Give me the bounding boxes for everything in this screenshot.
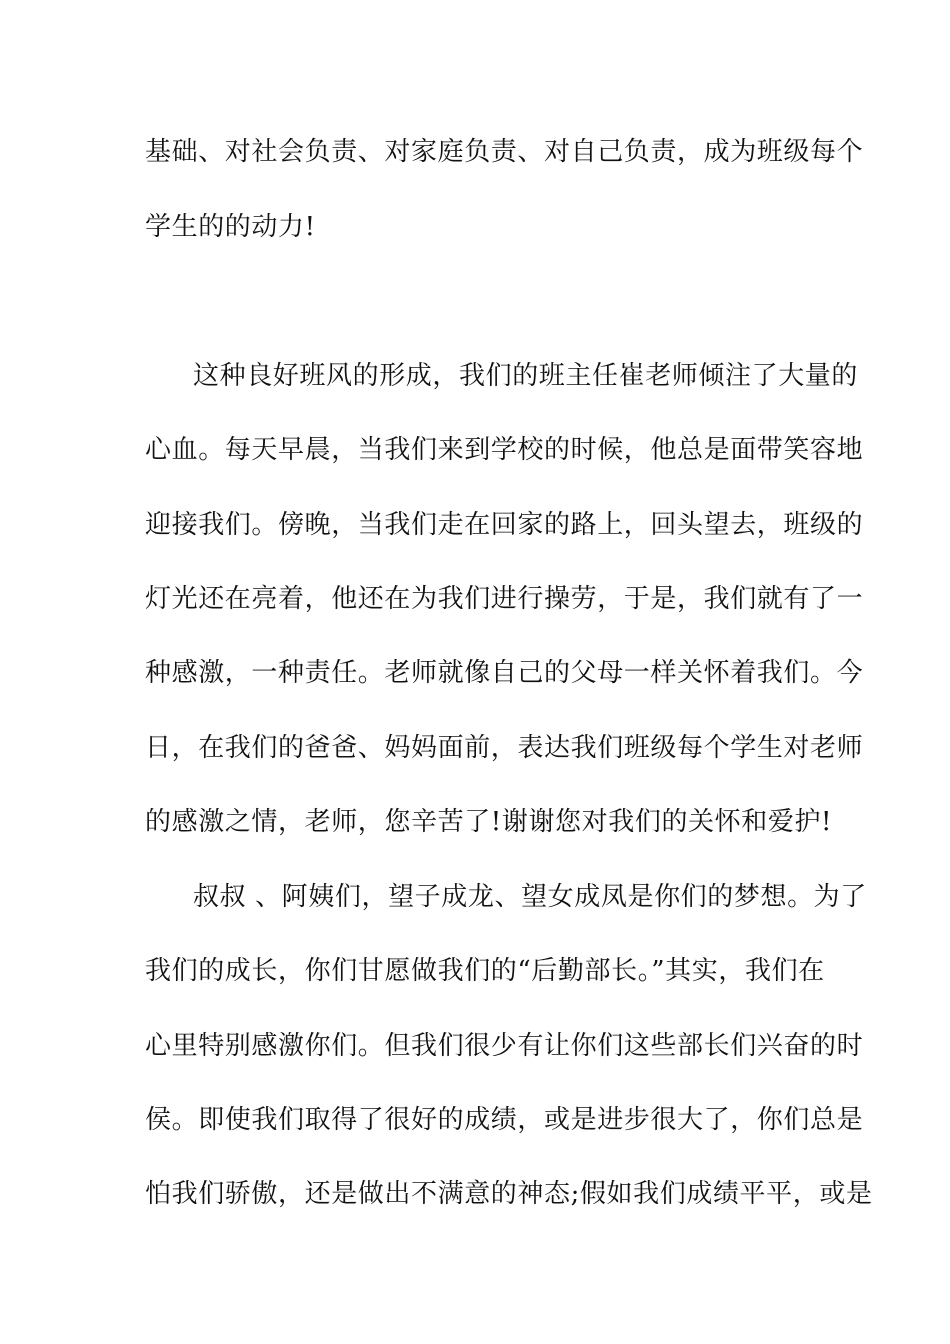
text-line: 这种良好班风的形成，我们的班主任崔老师倾注了大量的: [193, 361, 859, 391]
text-line: 灯光还在亮着，他还在为我们进行操劳，于是，我们就有了一: [145, 584, 864, 614]
text-line: 心血。每天早晨，当我们来到学校的时候，他总是面带笑容地: [145, 435, 864, 465]
text-line: 迎接我们。傍晚，当我们走在回家的路上，回头望去，班级的: [145, 510, 864, 540]
text-line: 我们的成长，你们甘愿做我们的“后勤部长。”其实，我们在: [145, 956, 825, 986]
text-line: 怕我们骄傲，还是做出不满意的神态;假如我们成绩平平，或是: [145, 1179, 873, 1209]
text-line: 心里特别感激你们。但我们很少有让你们这些部长们兴奋的时: [145, 1031, 864, 1061]
text-line: 学生的的动力!: [145, 212, 316, 242]
text-line: 种感激，一种责任。老师就像自己的父母一样关怀着我们。今: [145, 658, 864, 688]
text-line: 日，在我们的爸爸、妈妈面前，表达我们班级每个学生对老师: [145, 733, 864, 763]
text-line: 侯。即使我们取得了很好的成绩，或是进步很大了，你们总是: [145, 1105, 864, 1135]
text-line: 基础、对社会负责、对家庭负责、对自己负责，成为班级每个: [145, 137, 864, 167]
text-line: 的感激之情，老师，您辛苦了!谢谢您对我们的关怀和爱护!: [145, 807, 833, 837]
text-line: 叔叔 、阿姨们，望子成龙、望女成凤是你们的梦想。为了: [193, 882, 867, 912]
